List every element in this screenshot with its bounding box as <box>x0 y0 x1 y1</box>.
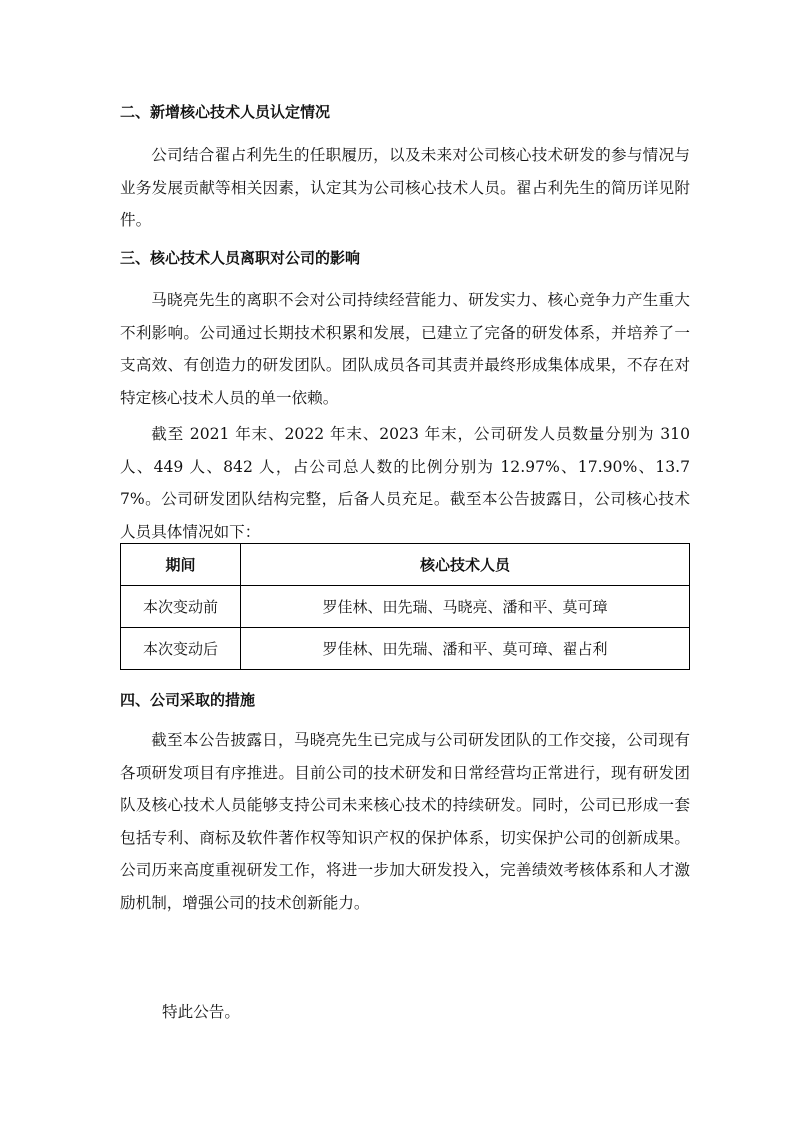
section-heading-2: 二、新增核心技术人员认定情况 <box>120 103 331 121</box>
table-header-staff: 核心技术人员 <box>241 544 690 586</box>
core-tech-staff-table <box>120 543 690 670</box>
section-3-paragraph-1: 马晓亮先生的离职不会对公司持续经营能力、研发实力、核心竞争力产生重大不利影响。公司通过长期技术积累和发展，已建立了完备的研发体系，并培养了一支高效、有创造力的研发团队。团队成员各司其责并最终形成集体成果，不存在对特定核心技术人员的单一依赖。 <box>120 291 690 407</box>
section-3-paragraph-2: 截至 2021 年末、2022 年末、2023 年末，公司研发人员数量分别为 310 人、449 人、842 人，占公司总人数的比例分别为 12.97%、17.90%、13.77%。公司研发团队结构完整，后备人员充足。截至本公告披露日，公司核心技术人员具体情况如下： <box>120 425 690 541</box>
section-2-paragraph: 公司结合翟占利先生的任职履历，以及未来对公司核心技术研发的参与情况与业务发展贡献等相关因素，认定其为公司核心技术人员。翟占利先生的简历详见附件。 <box>120 146 690 229</box>
table-row <box>121 586 690 628</box>
table-header-period: 期间 <box>121 544 241 586</box>
section-heading-4: 四、公司采取的措施 <box>120 691 256 709</box>
table-cell-staff: 罗佳林、田先瑞、马晓亮、潘和平、莫可璋 <box>241 586 690 628</box>
table-cell-period: 本次变动前 <box>121 586 241 628</box>
table-row <box>121 628 690 670</box>
section-heading-3: 三、核心技术人员离职对公司的影响 <box>120 249 361 267</box>
table-header-row <box>121 544 690 586</box>
table-cell-period: 本次变动后 <box>121 628 241 670</box>
table-cell-staff: 罗佳林、田先瑞、潘和平、莫可璋、翟占利 <box>241 628 690 670</box>
section-4-paragraph: 截至本公告披露日，马晓亮先生已完成与公司研发团队的工作交接，公司现有各项研发项目有序推进。目前公司的技术研发和日常经营均正常进行，现有研发团队及核心技术人员能够支持公司未来核心技术的持续研发。同时，公司已形成一套包括专利、商标及软件著作权等知识产权的保护体系，切实保护公司的创新成果。公司历来高度重视研发工作，将进一步加大研发投入，完善绩效考核体系和人才激励机制，增强公司的技术创新能力。 <box>120 731 690 912</box>
closing-statement: 特此公告。 <box>162 1003 240 1021</box>
